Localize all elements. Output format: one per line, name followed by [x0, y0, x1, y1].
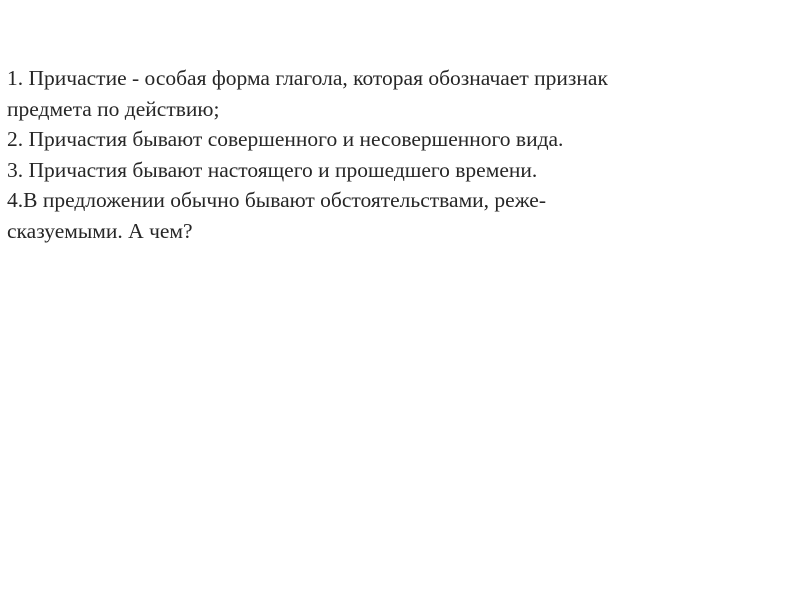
text-line-6: сказуемыми. А чем?: [7, 218, 193, 243]
text-line-3: 2. Причастия бывают совершенного и несовершенного вида.: [7, 127, 564, 151]
text-line-5: 4.В предложении обычно бывают обстоятельствами, реже-: [7, 188, 546, 212]
text-line-1: 1. Причастие - особая форма глагола, которая обозначает признак: [7, 66, 608, 90]
text-line-2: предмета по действию;: [7, 96, 220, 121]
slide-text-block: [7, 63, 792, 246]
text-line-4: 3. Причастия бывают настоящего и прошедшего времени.: [7, 157, 538, 182]
